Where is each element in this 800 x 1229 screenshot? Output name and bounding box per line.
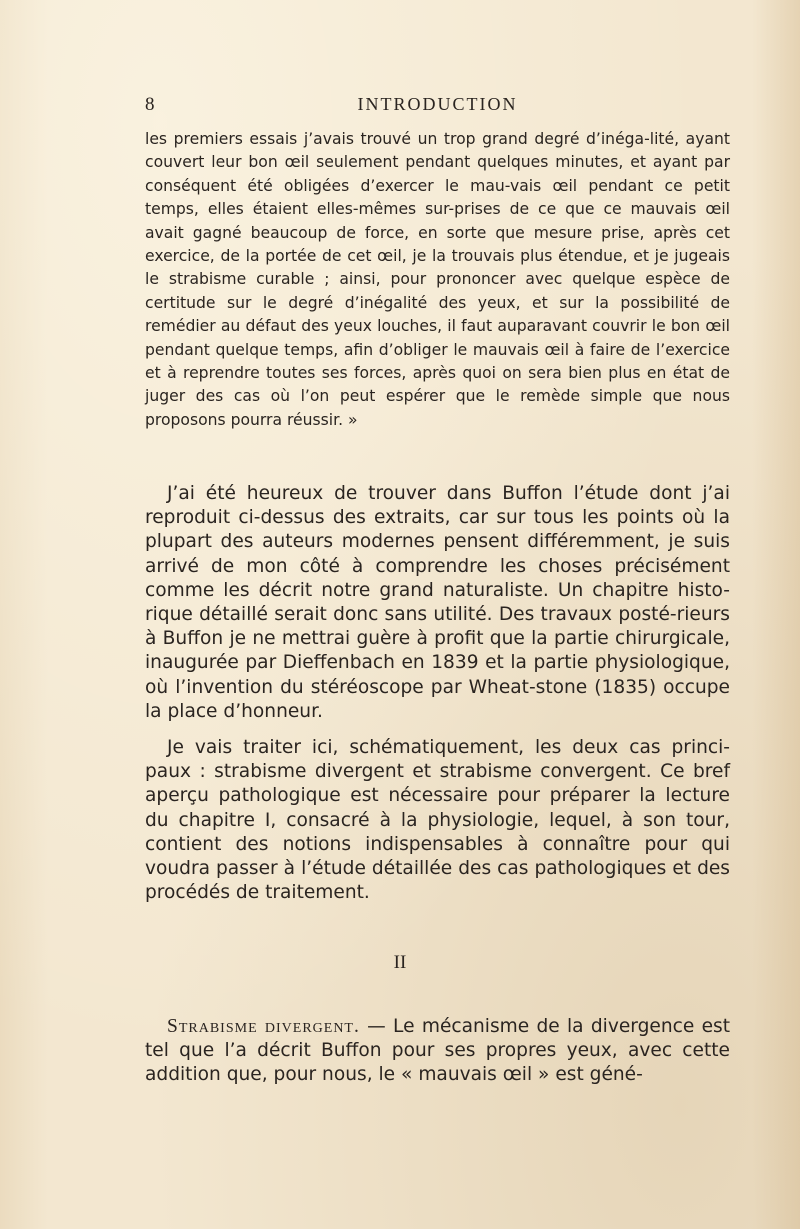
section-text: — Le mécanisme de la divergence est tel que l’a décrit Buffon pour ses propres yeux, avec cette addition que, pour nous, le « mauvais œil » est géné- xyxy=(145,1016,731,1086)
running-title: INTRODUCTION xyxy=(357,94,518,114)
paragraph-schematic: Je vais traiter ici, schématiquement, les deux cas princi-paux : strabisme divergent et strabisme convergent. Ce bref aperçu pathologique est nécessaire pour préparer la lecture du chapitre I, consacré à la physiologie, lequel, à son tour, contient des notions indispensables à connaître pour qui voudra passer à l’étude détaillée des cas pathologiques et des procédés de traitement. xyxy=(145,737,730,904)
quote-paragraph: les premiers essais j’avais trouvé un trop grand degré d’inéga-lité, ayant couvert leur bon œil seulement pendant quelques minutes, et ayant par conséquent été obligées d’exercer le mau-vais œil pendant ce petit temps, elles étaient elles-mêmes sur-prises de ce que ce mauvais œil avait gagné beaucoup de force, en sorte que mesure prise, après cet exercice, de la portée de cet œil, je la trouvais plus étendue, et je jugeais le strabisme curable ; ainsi, pour prononcer avec quelque espèce de certitude sur le degré d’inégalité des yeux, et sur la possibilité de remédier au défaut des yeux louches, il faut auparavant couvrir le bon œil pendant quelque temps, afin d’obliger le mauvais œil à faire de l’exercice et à reprendre toutes ses forces, après quoi on sera bien plus en état de juger des cas où l’on peut espérer que le remède simple que nous proposons pourra réussir. » xyxy=(145,130,730,429)
section-heading: Strabisme divergent. xyxy=(167,1016,360,1037)
section-paragraph xyxy=(145,1015,730,1088)
page-number: 8 xyxy=(145,94,155,115)
section-number: II xyxy=(393,952,407,973)
paragraph-buffon: J’ai été heureux de trouver dans Buffon l’étude dont j’ai reproduit ci-dessus des extraits, car sur tous les points où la plupart des auteurs modernes pensent différemment, je suis arrivé de mon côté à comprendre les choses précisément comme les décrit notre grand naturaliste. Un chapitre histo-rique détaillé serait donc sans utilité. Des travaux posté-rieurs à Buffon je ne mettrai guère à profit que la partie chirurgicale, inaugurée par Dieffenbach en 1839 et la partie physiologique, où l’invention du stéréoscope par Wheat-stone (1835) occupe la place d’honneur. xyxy=(145,483,730,722)
running-head xyxy=(145,94,730,120)
